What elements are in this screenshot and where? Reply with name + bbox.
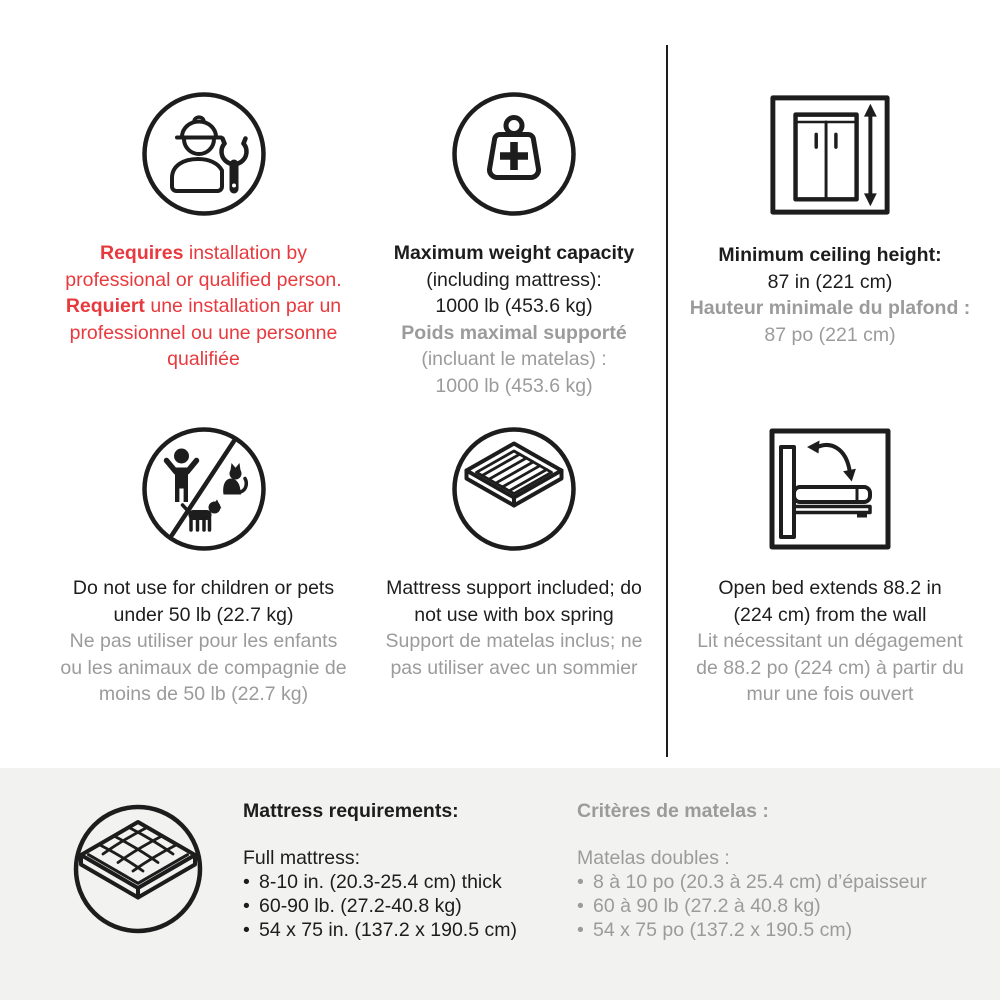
children-text-en-line2: under 50 lb (22.7 kg) <box>113 603 294 626</box>
footer-column-english <box>243 799 563 942</box>
children-text-fr-line1: Ne pas utiliser pour les enfants <box>69 630 338 652</box>
mattress-icon <box>71 802 205 936</box>
footer-bullet-text: 8-10 in. (20.3-25.4 cm) thick <box>259 871 502 893</box>
openbed-text-fr-line1: Lit nécessitant un dégagement <box>697 630 963 652</box>
support-text-en-line2: not use with box spring <box>414 603 614 626</box>
footer-heading-en: Mattress requirements: <box>243 800 459 822</box>
ceiling-heading-fr: Hauteur minimale du plafond : <box>689 297 971 319</box>
ceiling-text-fr-line1: 87 po (221 cm) <box>764 323 896 346</box>
install-bold-fr: Requiert <box>65 295 145 317</box>
spec-cell-no-children-pets <box>40 423 367 708</box>
weight-text-fr-line1: (incluant le matelas) : <box>421 348 607 370</box>
spec-cell-weight-capacity <box>354 88 674 399</box>
footer-bullet-text: 8 à 10 po (20.3 à 25.4 cm) d’épaisseur <box>593 871 927 893</box>
bullet-icon: • <box>577 871 584 893</box>
support-text-fr-line2: pas utiliser avec un sommier <box>390 656 638 679</box>
weight-text-fr-line2: 1000 lb (453.6 kg) <box>435 374 593 397</box>
footer-bullet-en-2 <box>243 894 563 918</box>
install-bold-en: Requires <box>99 242 184 264</box>
children-text-fr-line3: moins de 50 lb (22.7 kg) <box>98 683 309 705</box>
install-text-fr-line3: qualifiée <box>167 348 240 370</box>
footer-bullet-fr-3 <box>577 918 977 942</box>
openbed-text-en-line1: Open bed extends 88.2 in <box>718 577 942 599</box>
footer-subheading-fr: Matelas doubles : <box>577 847 730 869</box>
bullet-icon: • <box>577 895 584 917</box>
footer-subheading-en: Full mattress: <box>243 847 361 869</box>
spec-cell-open-bed-clearance <box>670 423 990 708</box>
bullet-icon: • <box>243 919 250 941</box>
openbed-text-fr-line3: mur une fois ouvert <box>746 683 914 705</box>
footer-bullet-en-1 <box>243 870 563 894</box>
footer-heading-fr: Critères de matelas : <box>577 800 769 822</box>
mattress-support-slats-icon <box>448 423 580 555</box>
openbed-text-en-line2: (224 cm) from the wall <box>733 603 927 626</box>
install-text-fr-line1 <box>66 293 341 320</box>
ceiling-text-en-line1: 87 in (221 cm) <box>767 270 893 293</box>
install-text-fr-line2: professionnel ou une personne <box>69 321 338 344</box>
weight-text-en-line1: (including mattress): <box>426 268 602 291</box>
children-text-fr-line2: ou les animaux de compagnie de <box>60 656 347 679</box>
footer-column-french <box>577 799 977 942</box>
spec-cell-ceiling-height <box>670 90 990 348</box>
children-text-en-line1: Do not use for children or pets <box>72 577 335 599</box>
install-text-en-line2: professional or qualified person. <box>65 268 342 291</box>
footer-bullet-fr-2 <box>577 894 977 918</box>
footer-bullet-text: 60 à 90 lb (27.2 à 40.8 kg) <box>593 895 821 917</box>
bullet-icon: • <box>243 895 250 917</box>
footer-bullet-en-3 <box>243 918 563 942</box>
footer-bullet-text: 54 x 75 in. (137.2 x 190.5 cm) <box>259 919 517 941</box>
weight-heading-en: Maximum weight capacity <box>393 242 635 264</box>
bullet-icon: • <box>243 871 250 893</box>
spec-cell-installation <box>40 88 367 373</box>
install-rest-en: installation by <box>183 242 308 264</box>
ceiling-height-icon <box>765 90 895 220</box>
weight-text-en-line2: 1000 lb (453.6 kg) <box>435 295 593 317</box>
support-text-fr-line1: Support de matelas inclus; ne <box>385 630 643 652</box>
install-text-en-line1 <box>100 240 307 267</box>
footer-bullet-text: 54 x 75 po (137.2 x 190.5 cm) <box>593 919 853 941</box>
install-rest-fr: une installation par un <box>144 295 342 317</box>
weight-capacity-icon <box>448 88 580 220</box>
support-text-en-line1: Mattress support included; do <box>386 577 642 599</box>
open-bed-clearance-icon <box>764 423 896 555</box>
installer-worker-wrench-icon <box>138 88 270 220</box>
no-children-pets-icon <box>138 423 270 555</box>
footer-bullet-fr-1 <box>577 870 977 894</box>
weight-heading-fr: Poids maximal supporté <box>401 321 627 344</box>
openbed-text-fr-line2: de 88.2 po (224 cm) à partir du <box>696 656 964 679</box>
spec-cell-mattress-support <box>354 423 674 681</box>
bullet-icon: • <box>577 919 584 941</box>
footer-bullet-text: 60-90 lb. (27.2-40.8 kg) <box>259 895 462 917</box>
ceiling-heading-en: Minimum ceiling height: <box>718 244 942 266</box>
